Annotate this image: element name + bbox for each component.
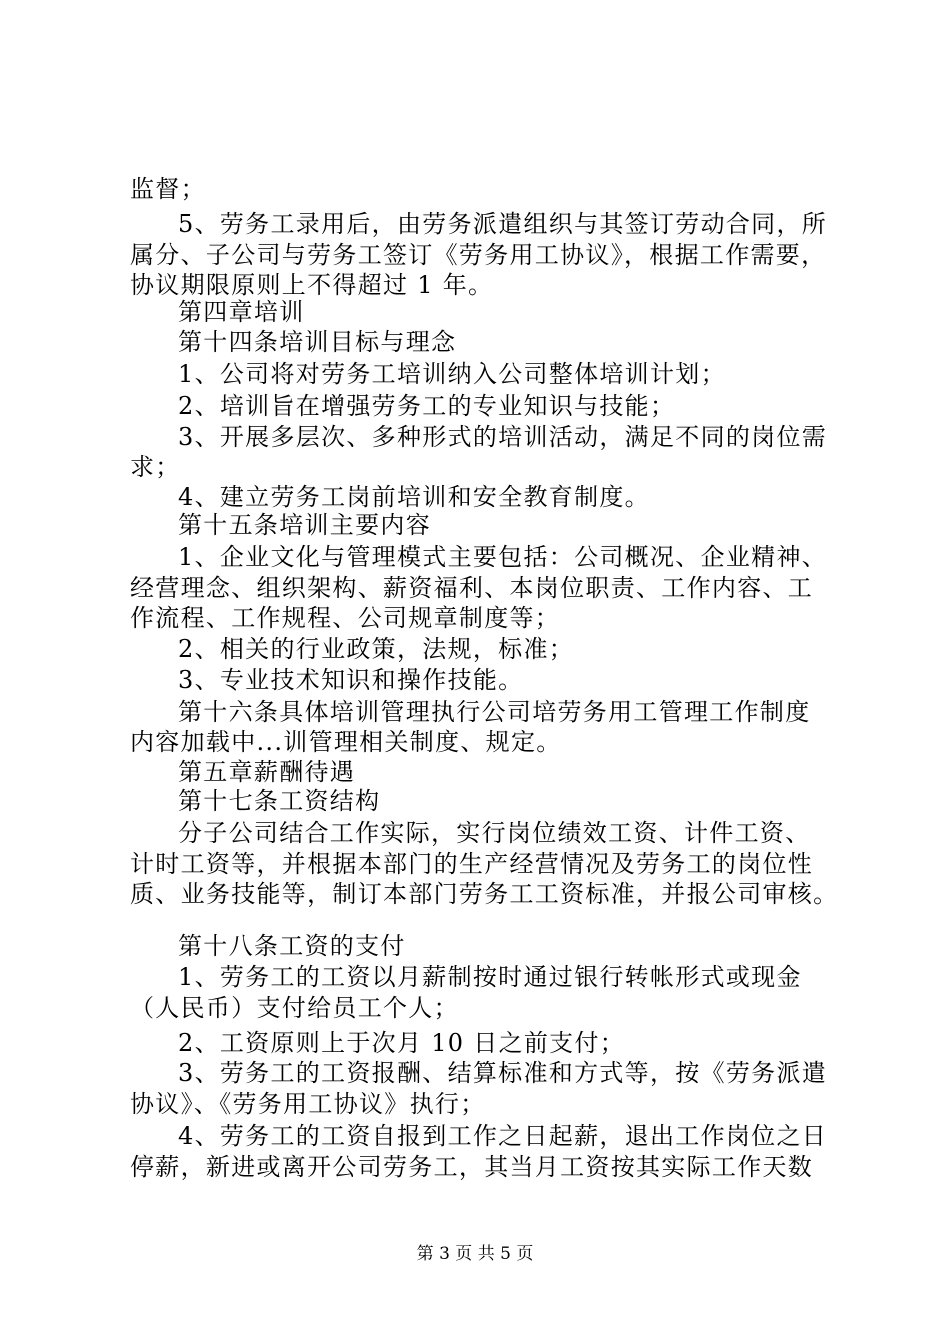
text-line: 5、劳务工录用后，由劳务派遣组织与其签订劳动合同，所 xyxy=(178,210,828,238)
text-line: 停薪，新进或离开公司劳务工，其当月工资按其实际工作天数 xyxy=(130,1153,814,1181)
text-line: 4、劳务工的工资自报到工作之日起薪，退出工作岗位之日 xyxy=(178,1122,828,1150)
text-line: 1、企业文化与管理模式主要包括：公司概况、企业精神、 xyxy=(178,543,828,571)
text-line: 4、建立劳务工岗前培训和安全教育制度。 xyxy=(178,483,650,511)
text-line: 经营理念、组织架构、薪资福利、本岗位职责、工作内容、工 xyxy=(130,574,814,602)
text-line: 3、劳务工的工资报酬、结算标准和方式等，按《劳务派遣 xyxy=(178,1059,828,1087)
text-line: （人民币）支付给员工个人； xyxy=(130,994,459,1022)
text-line: 监督； xyxy=(130,175,206,203)
text-line: 属分、子公司与劳务工签订《劳务用工协议》，根据工作需要， xyxy=(130,241,827,269)
text-line: 2、培训旨在增强劳务工的专业知识与技能； xyxy=(178,392,676,420)
text-line: 质、业务技能等，制订本部门劳务工工资标准，并报公司审核。 xyxy=(130,880,839,908)
text-line: 作流程、工作规程、公司规章制度等； xyxy=(130,604,561,632)
text-line: 协议期限原则上不得超过 1 年。 xyxy=(130,271,494,299)
text-line: 3、专业技术知识和操作技能。 xyxy=(178,666,524,694)
page-number-footer: 第 3 页 共 5 页 xyxy=(416,1244,534,1264)
text-line: 2、相关的行业政策，法规，标准； xyxy=(178,635,575,663)
article-heading: 第十八条工资的支付 xyxy=(178,932,406,960)
text-line: 1、劳务工的工资以月薪制按时通过银行转帐形式或现金 xyxy=(178,963,802,991)
text-line: 协议》、《劳务用工协议》执行； xyxy=(130,1090,486,1118)
article-heading: 第十七条工资结构 xyxy=(178,787,381,815)
article-heading: 第十四条培训目标与理念 xyxy=(178,328,457,356)
chapter-heading: 第四章培训 xyxy=(178,298,305,326)
article-heading: 第十六条具体培训管理执行公司培劳务用工管理工作制度 xyxy=(178,698,811,726)
text-line: 内容加载中...训管理相关制度、规定。 xyxy=(130,728,562,756)
text-line: 2、工资原则上于次月 10 日之前支付； xyxy=(178,1029,626,1057)
text-line: 3、开展多层次、多种形式的培训活动，满足不同的岗位需 xyxy=(178,423,828,451)
text-line: 分子公司结合工作实际，实行岗位绩效工资、计件工资、 xyxy=(178,819,811,847)
text-line: 计时工资等，并根据本部门的生产经营情况及劳务工的岗位性 xyxy=(130,850,814,878)
text-line: 求； xyxy=(130,453,181,481)
article-heading: 第十五条培训主要内容 xyxy=(178,511,431,539)
text-line: 1、公司将对劳务工培训纳入公司整体培训计划； xyxy=(178,360,726,388)
chapter-heading: 第五章薪酬待遇 xyxy=(178,758,356,786)
